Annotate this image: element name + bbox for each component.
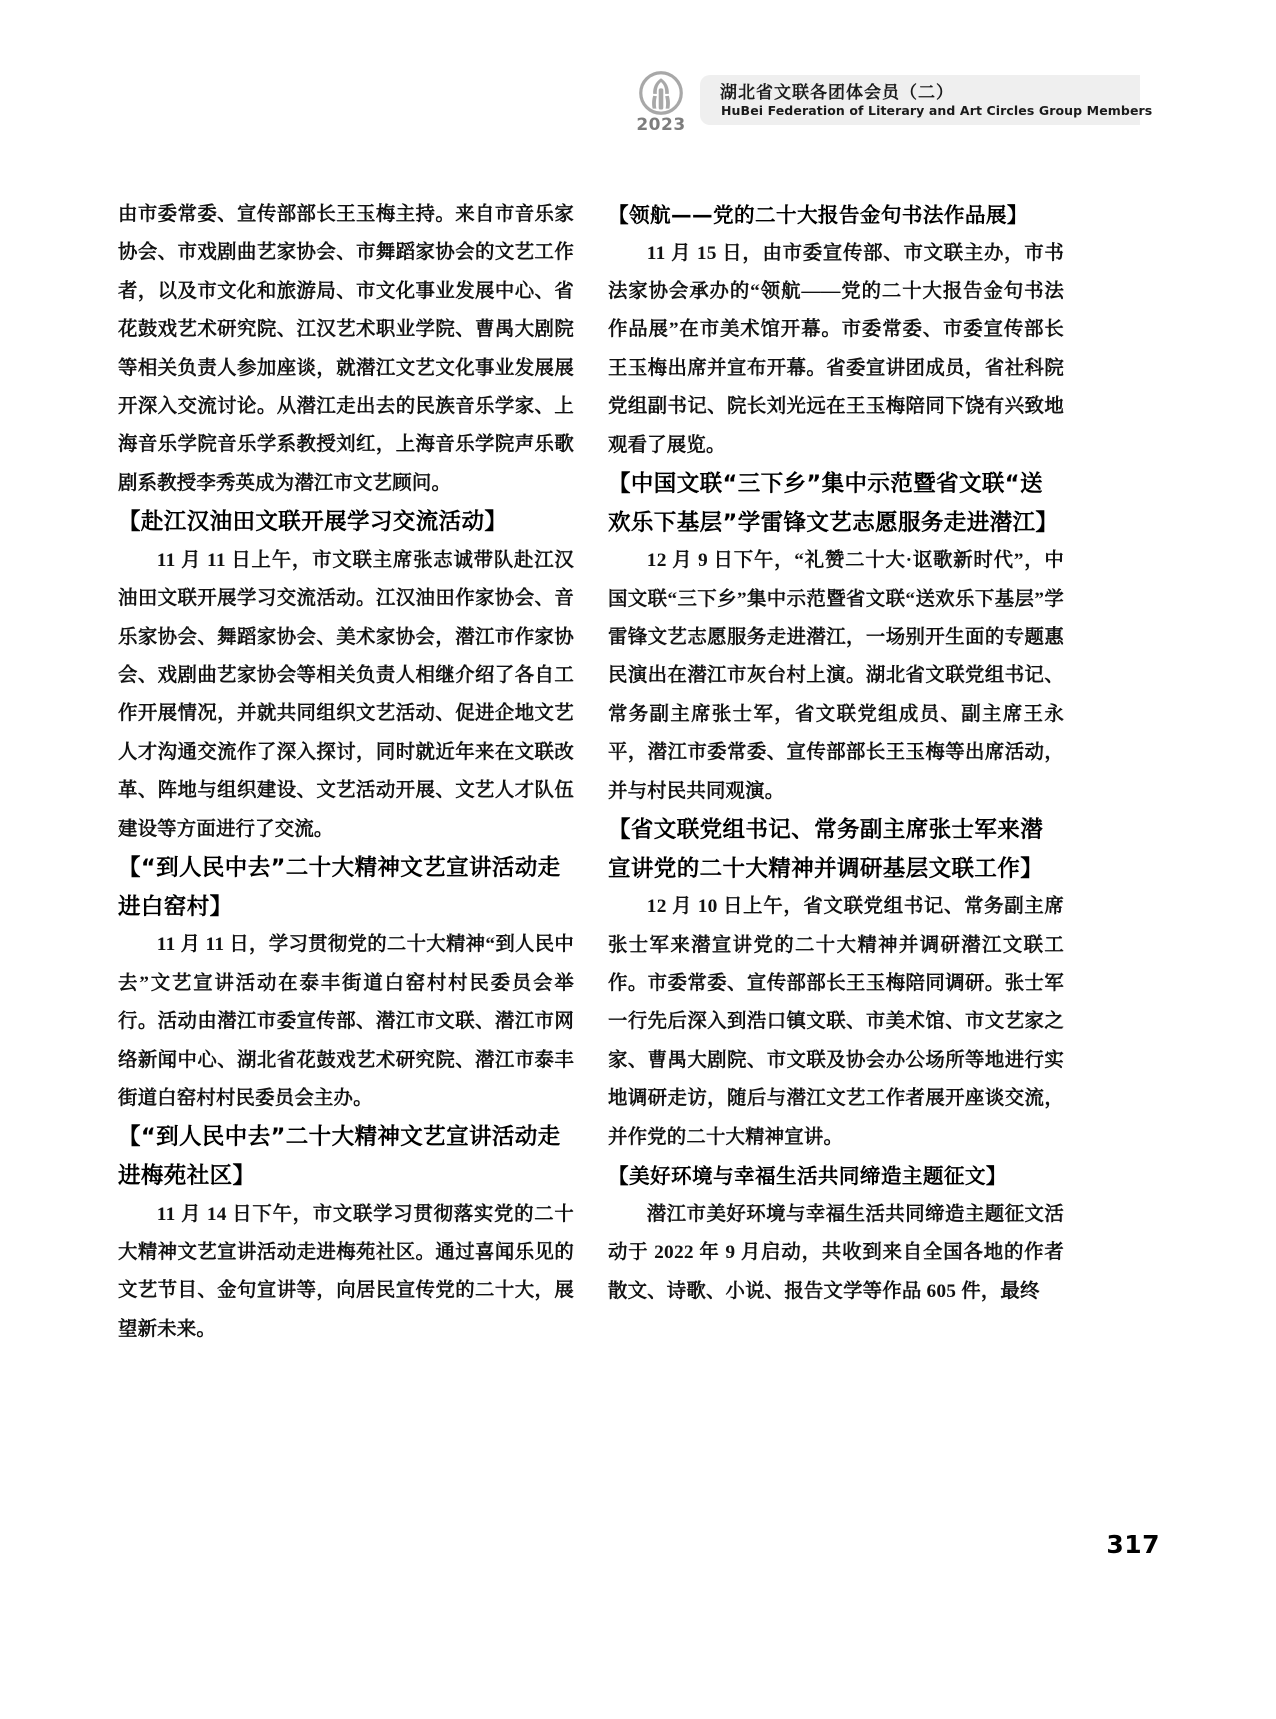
- page-number: 317: [1106, 1530, 1160, 1559]
- section-heading-linghang-calligraphy: 【领航——党的二十大报告金句书法作品展】: [608, 203, 1028, 227]
- section-paragraph-linghang-calligraphy: 11 月 15 日，由市委宣传部、市文联主办，市书法家协会承办的“领航——党的二十大报告金句书法作品展”在市美术馆开幕。市委常委、市委宣传部长王玉梅出席并宣布开幕。省委宣讲团成员，省社科院党组副书记、院长刘光远在王玉梅陪同下饶有兴致地观看了展览。: [608, 242, 1064, 456]
- section-heading-essay-contest: 【美好环境与幸福生活共同缔造主题征文】: [608, 1164, 1007, 1189]
- header-title: 湖北省文联各团体会员（二）: [720, 83, 954, 103]
- running-header: [620, 70, 1153, 140]
- section-paragraph-baiyao-village: 11 月 11 日，学习贯彻党的二十大精神“到人民中去”文艺宣讲活动在泰丰街道白窑村村民委员会举行。活动由潜江市委宣传部、潜江市文联、潜江市网络新闻中心、湖北省花鼓戏艺术研究院、潜江市泰丰街道白窑村村民委员会主办。: [118, 934, 574, 1109]
- text-columns: [118, 196, 1160, 1406]
- header-subtitle: HuBei Federation of Literary and Art Circles Group Members: [721, 103, 1153, 118]
- section-heading-zhangshijun-visit: 【省文联党组书记、常务副主席张士军来潜宣讲党的二十大精神并调研基层文联工作】: [608, 817, 1044, 882]
- right-column: [608, 196, 1064, 1311]
- header-logo: [628, 70, 694, 140]
- hubei-federation-emblem-icon: [638, 70, 684, 116]
- section-heading-baiyao-village: 【“到人民中去”二十大精神文艺宣讲活动走进白窑村】: [118, 855, 561, 920]
- section-paragraph-sanxiaxiang: 12 月 9 日下午，“礼赞二十大·讴歌新时代”，中国文联“三下乡”集中示范暨省文联“送欢乐下基层”学雷锋文艺志愿服务走进潜江，一场别开生面的专题惠民演出在潜江市灰台村上演。湖北省文联党组书记、常务副主席张士军，省文联党组成员、副主席王永平，潜江市委常委、宣传部部长王玉梅等出席活动，并与村民共同观演。: [608, 550, 1064, 802]
- section-heading-sanxiaxiang: 【中国文联“三下乡”集中示范暨省文联“送欢乐下基层”学雷锋文艺志愿服务走进潜江】: [608, 471, 1059, 536]
- section-heading-meiyuan-community: 【“到人民中去”二十大精神文艺宣讲活动走进梅苑社区】: [118, 1124, 561, 1189]
- continued-paragraph: 由市委常委、宣传部部长王玉梅主持。来自市音乐家协会、市戏剧曲艺家协会、市舞蹈家协会的文艺工作者，以及市文化和旅游局、市文化事业发展中心、省花鼓戏艺术研究院、江汉艺术职业学院、曹禺大剧院等相关负责人参加座谈，就潜江文艺文化事业发展展开深入交流讨论。从潜江走出去的民族音乐学家、上海音乐学院音乐学系教授刘红，上海音乐学院声乐歌剧系教授李秀英成为潜江市文艺顾问。: [118, 204, 574, 494]
- section-heading-jianghan-oilfield: 【赴江汉油田文联开展学习交流活动】: [118, 509, 508, 536]
- section-paragraph-essay-contest: 潜江市美好环境与幸福生活共同缔造主题征文活动于 2022 年 9 月启动，共收到来自全国各地的作者散文、诗歌、小说、报告文学等作品 605 件，最终: [608, 1203, 1064, 1302]
- header-year: 2023: [636, 115, 686, 135]
- left-column: [118, 196, 574, 1349]
- section-paragraph-meiyuan-community: 11 月 14 日下午，市文联学习贯彻落实党的二十大精神文艺宣讲活动走进梅苑社区。通过喜闻乐见的文艺节目、金句宣讲等，向居民宣传党的二十大，展望新未来。: [118, 1203, 574, 1340]
- section-paragraph-zhangshijun-visit: 12 月 10 日上午，省文联党组书记、常务副主席张士军来潜宣讲党的二十大精神并调研潜江文联工作。市委常委、宣传部部长王玉梅陪同调研。张士军一行先后深入到浩口镇文联、市美术馆、市文艺家之家、曹禺大剧院、市文联及协会办公场所等地进行实地调研走访，随后与潜江文艺工作者展开座谈交流，并作党的二十大精神宣讲。: [608, 896, 1064, 1148]
- section-paragraph-jianghan-oilfield: 11 月 11 日上午，市文联主席张志诚带队赴江汉油田文联开展学习交流活动。江汉油田作家协会、音乐家协会、舞蹈家协会、美术家协会，潜江市作家协会、戏剧曲艺家协会等相关负责人相继介绍了各自工作开展情况，并就共同组织文艺活动、促进企地文艺人才沟通交流作了深入探讨，同时就近年来在文联改革、阵地与组织建设、文艺活动开展、文艺人才队伍建设等方面进行了交流。: [118, 549, 574, 840]
